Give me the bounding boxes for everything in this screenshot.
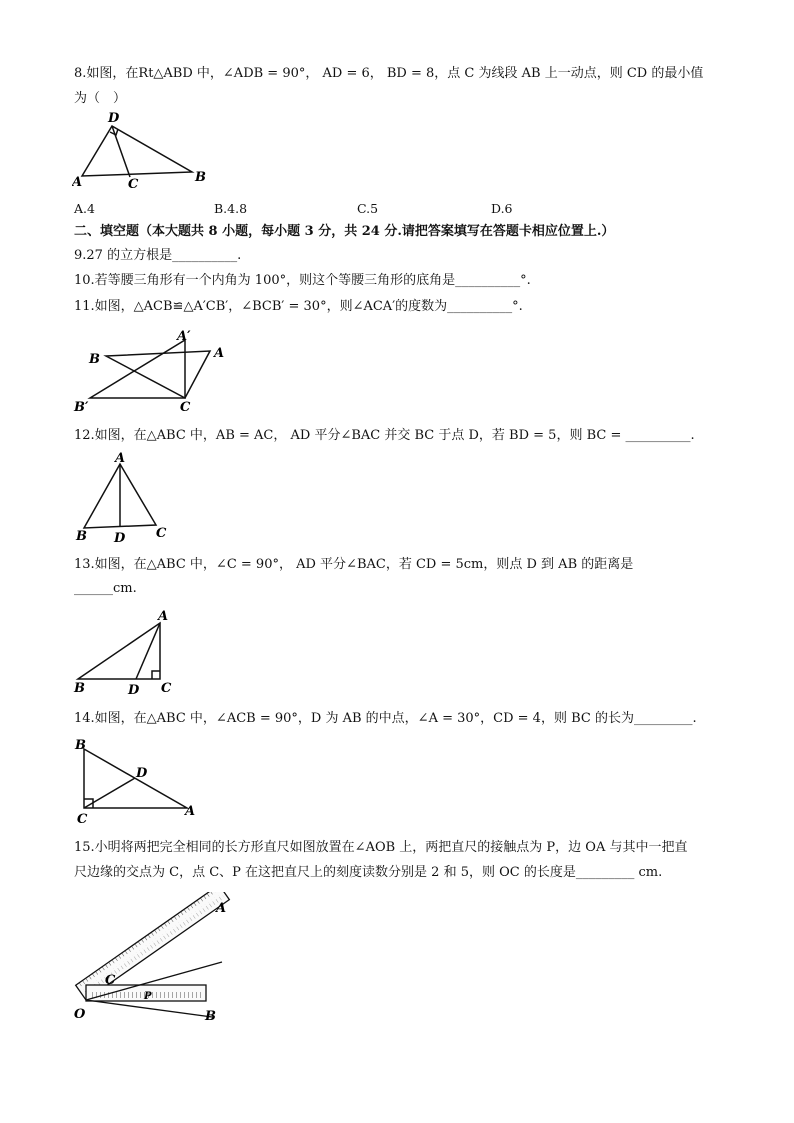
q13-label-a: A [158, 609, 169, 624]
q8-option-d: D.6 [491, 201, 513, 216]
q11-label-a: A [214, 346, 225, 361]
q11-triangle-acb [106, 351, 210, 398]
q8-text-line1: 8.如图，在Rt△ABD 中，∠ADB = 90°， AD = 6， BD = 8，点 C 为线段 AB 上一动点，则 CD 的最小值 [74, 66, 704, 81]
q14-figure [72, 735, 207, 827]
q8-option-a: A.4 [74, 201, 95, 216]
q14-text: 14.如图，在△ABC 中，∠ACB = 90°，D 为 AB 的中点，∠A = 30°，CD = 4，则 BC 的长为_________. [74, 711, 697, 726]
q11-label-c: C [180, 400, 191, 415]
q10-text: 10.若等腰三角形有一个内角为 100°，则这个等腰三角形的底角是__________°. [74, 273, 531, 288]
q11-figure [72, 325, 232, 417]
q12-label-d: D [114, 531, 126, 545]
q12-label-c: C [156, 526, 167, 541]
section2-heading: 二、填空题（本大题共 8 小题，每小题 3 分，共 24 分.请把答案填写在答题卡相应位置上.） [74, 224, 615, 239]
q8-label-c: C [128, 177, 139, 188]
q12-label-b: B [76, 529, 87, 544]
q13-label-c: C [161, 681, 172, 696]
q8-option-b: B.4.8 [214, 201, 248, 216]
q14-label-d: D [136, 766, 148, 781]
q8-label-d: D [108, 111, 120, 126]
q11-label-b: B [89, 352, 100, 367]
q12-text: 12.如图，在△ABC 中，AB = AC， AD 平分∠BAC 并交 BC 于点 D，若 BD = 5，则 BC = __________. [74, 428, 695, 443]
q8-text-line2: 为（ ） [74, 91, 127, 106]
q13-label-d: D [128, 683, 140, 698]
q15-label-b: B [205, 1009, 216, 1024]
q12-label-a: A [115, 451, 126, 466]
q8-label-a: A [72, 175, 83, 188]
q13-text-line2: ______cm. [74, 581, 137, 596]
q14-segment-cd [84, 778, 135, 808]
q14-label-b: B [75, 738, 86, 753]
q15-ray-ob [86, 1000, 212, 1017]
q15-label-o: O [74, 1007, 86, 1022]
q13-figure [72, 606, 182, 698]
q8-triangle [82, 126, 192, 176]
q13-label-b: B [74, 681, 85, 696]
q15-figure [72, 892, 242, 1024]
q15-label-c: C [105, 973, 116, 988]
q15-label-p: P [144, 991, 152, 1002]
q14-label-c: C [77, 812, 88, 827]
q8-option-c: C.5 [357, 201, 379, 216]
q11-label-a2: A′ [177, 329, 191, 344]
q8-label-b: B [195, 170, 206, 185]
q15-text-line2: 尺边缘的交点为 C，点 C、P 在这把直尺上的刻度读数分别是 2 和 5，则 OC 的长度是_________ cm. [74, 865, 663, 880]
q15-slanted-ruler [76, 892, 230, 1000]
q14-label-a: A [185, 804, 196, 819]
q11-text: 11.如图，△ACB≌△A′CB′，∠BCB′ = 30°，则∠ACA′的度数为__________°. [74, 299, 523, 314]
q8-figure [72, 108, 212, 188]
q15-label-a: A [216, 901, 227, 916]
q9-text: 9.27 的立方根是__________. [74, 248, 242, 263]
q13-text-line1: 13.如图，在△ABC 中，∠C = 90°， AD 平分∠BAC，若 CD = 5cm，则点 D 到 AB 的距离是 [74, 557, 634, 572]
q11-label-b2: B′ [74, 400, 89, 415]
q13-right-angle-mark [152, 671, 160, 679]
q15-text-line1: 15.小明将两把完全相同的长方形直尺如图放置在∠AOB 上，两把直尺的接触点为 P，边 OA 与其中一把直 [74, 840, 688, 855]
q11-triangle-a2cb2 [90, 340, 185, 398]
q12-figure [72, 450, 182, 545]
